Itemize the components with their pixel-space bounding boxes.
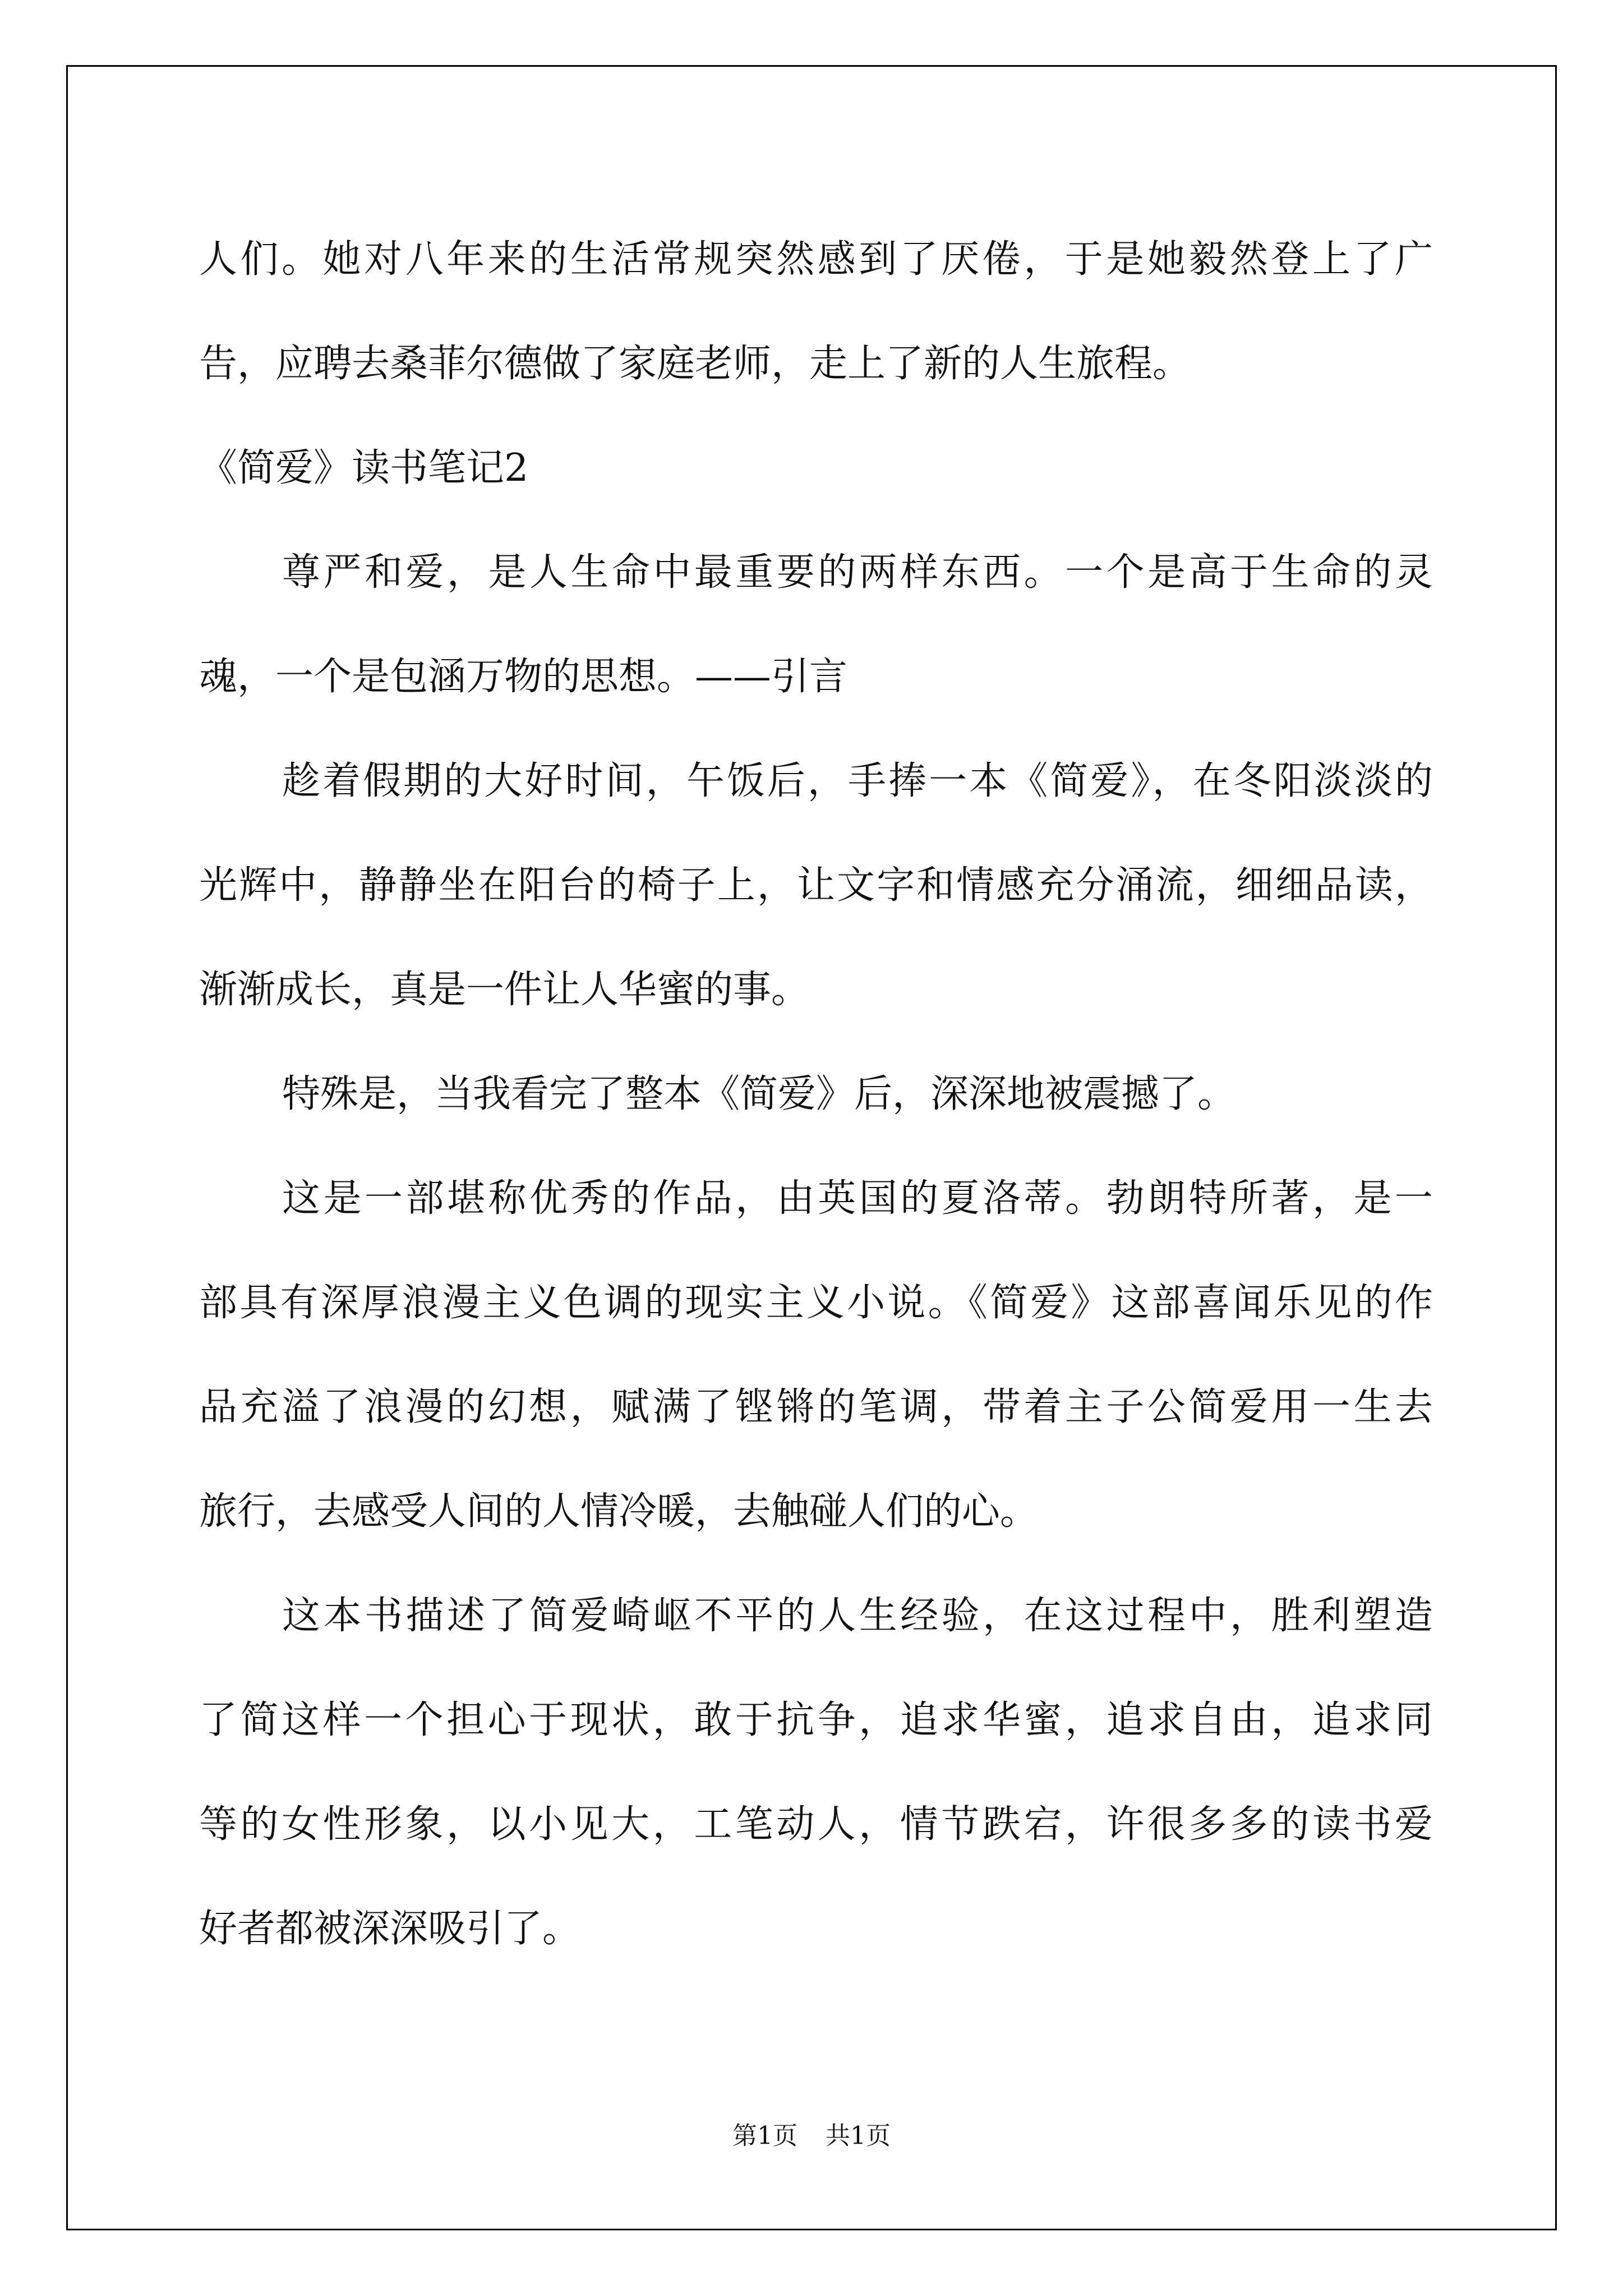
text-line: 人们。她对八年来的生活常规突然感到了厌倦，于是她毅然登上了广 <box>199 237 1433 282</box>
text-line: 光辉中，静静坐在阳台的椅子上，让文字和情感充分涌流，细细品读， <box>199 863 1433 908</box>
page-footer <box>0 2119 1623 2153</box>
text-line: 等的女性形象，以小见大，工笔动人，情节跌宕，许很多多的读书爱 <box>199 1802 1433 1847</box>
text-line: 好者都被深深吸引了。 <box>199 1907 581 1951</box>
paragraph-first-line: 趁着假期的大好时间，午饭后，手捧一本《简爱》，在冬阳淡淡的 <box>282 759 1433 803</box>
text-line: 旅行，去感受人间的人情冷暖，去触碰人们的心。 <box>199 1489 1039 1534</box>
text-line: 部具有深厚浪漫主义色调的现实主义小说。《简爱》这部喜闻乐见的作 <box>199 1281 1433 1325</box>
text-line: 品充溢了浪漫的幻想，赋满了铿锵的笔调，带着主子公简爱用一生去 <box>199 1385 1433 1429</box>
text-line: 魂，一个是包涵万物的思想。——引言 <box>199 655 848 699</box>
section-heading: 《简爱》读书笔记2 <box>199 446 529 490</box>
paragraph-first-line: 特殊是，当我看完了整本《简爱》后，深深地被震撼了。 <box>282 1072 1236 1116</box>
page-total: 共1页 <box>826 2122 891 2150</box>
page-number: 第1页 <box>732 2122 797 2150</box>
text-line: 了简这样一个担心于现状，敢于抗争，追求华蜜，追求自由，追求同 <box>199 1698 1433 1742</box>
paragraph-first-line: 这本书描述了简爱崎岖不平的人生经验，在这过程中，胜利塑造 <box>282 1594 1433 1638</box>
text-line: 告，应聘去桑菲尔德做了家庭老师，走上了新的人生旅程。 <box>199 342 1191 386</box>
paragraph-first-line: 尊严和爱，是人生命中最重要的两样东西。一个是高于生命的灵 <box>282 550 1433 595</box>
text-line: 渐渐成长，真是一件让人华蜜的事。 <box>199 968 810 1012</box>
document-body <box>199 208 1433 1981</box>
paragraph-first-line: 这是一部堪称优秀的作品，由英国的夏洛蒂。勃朗特所著，是一 <box>282 1176 1433 1221</box>
